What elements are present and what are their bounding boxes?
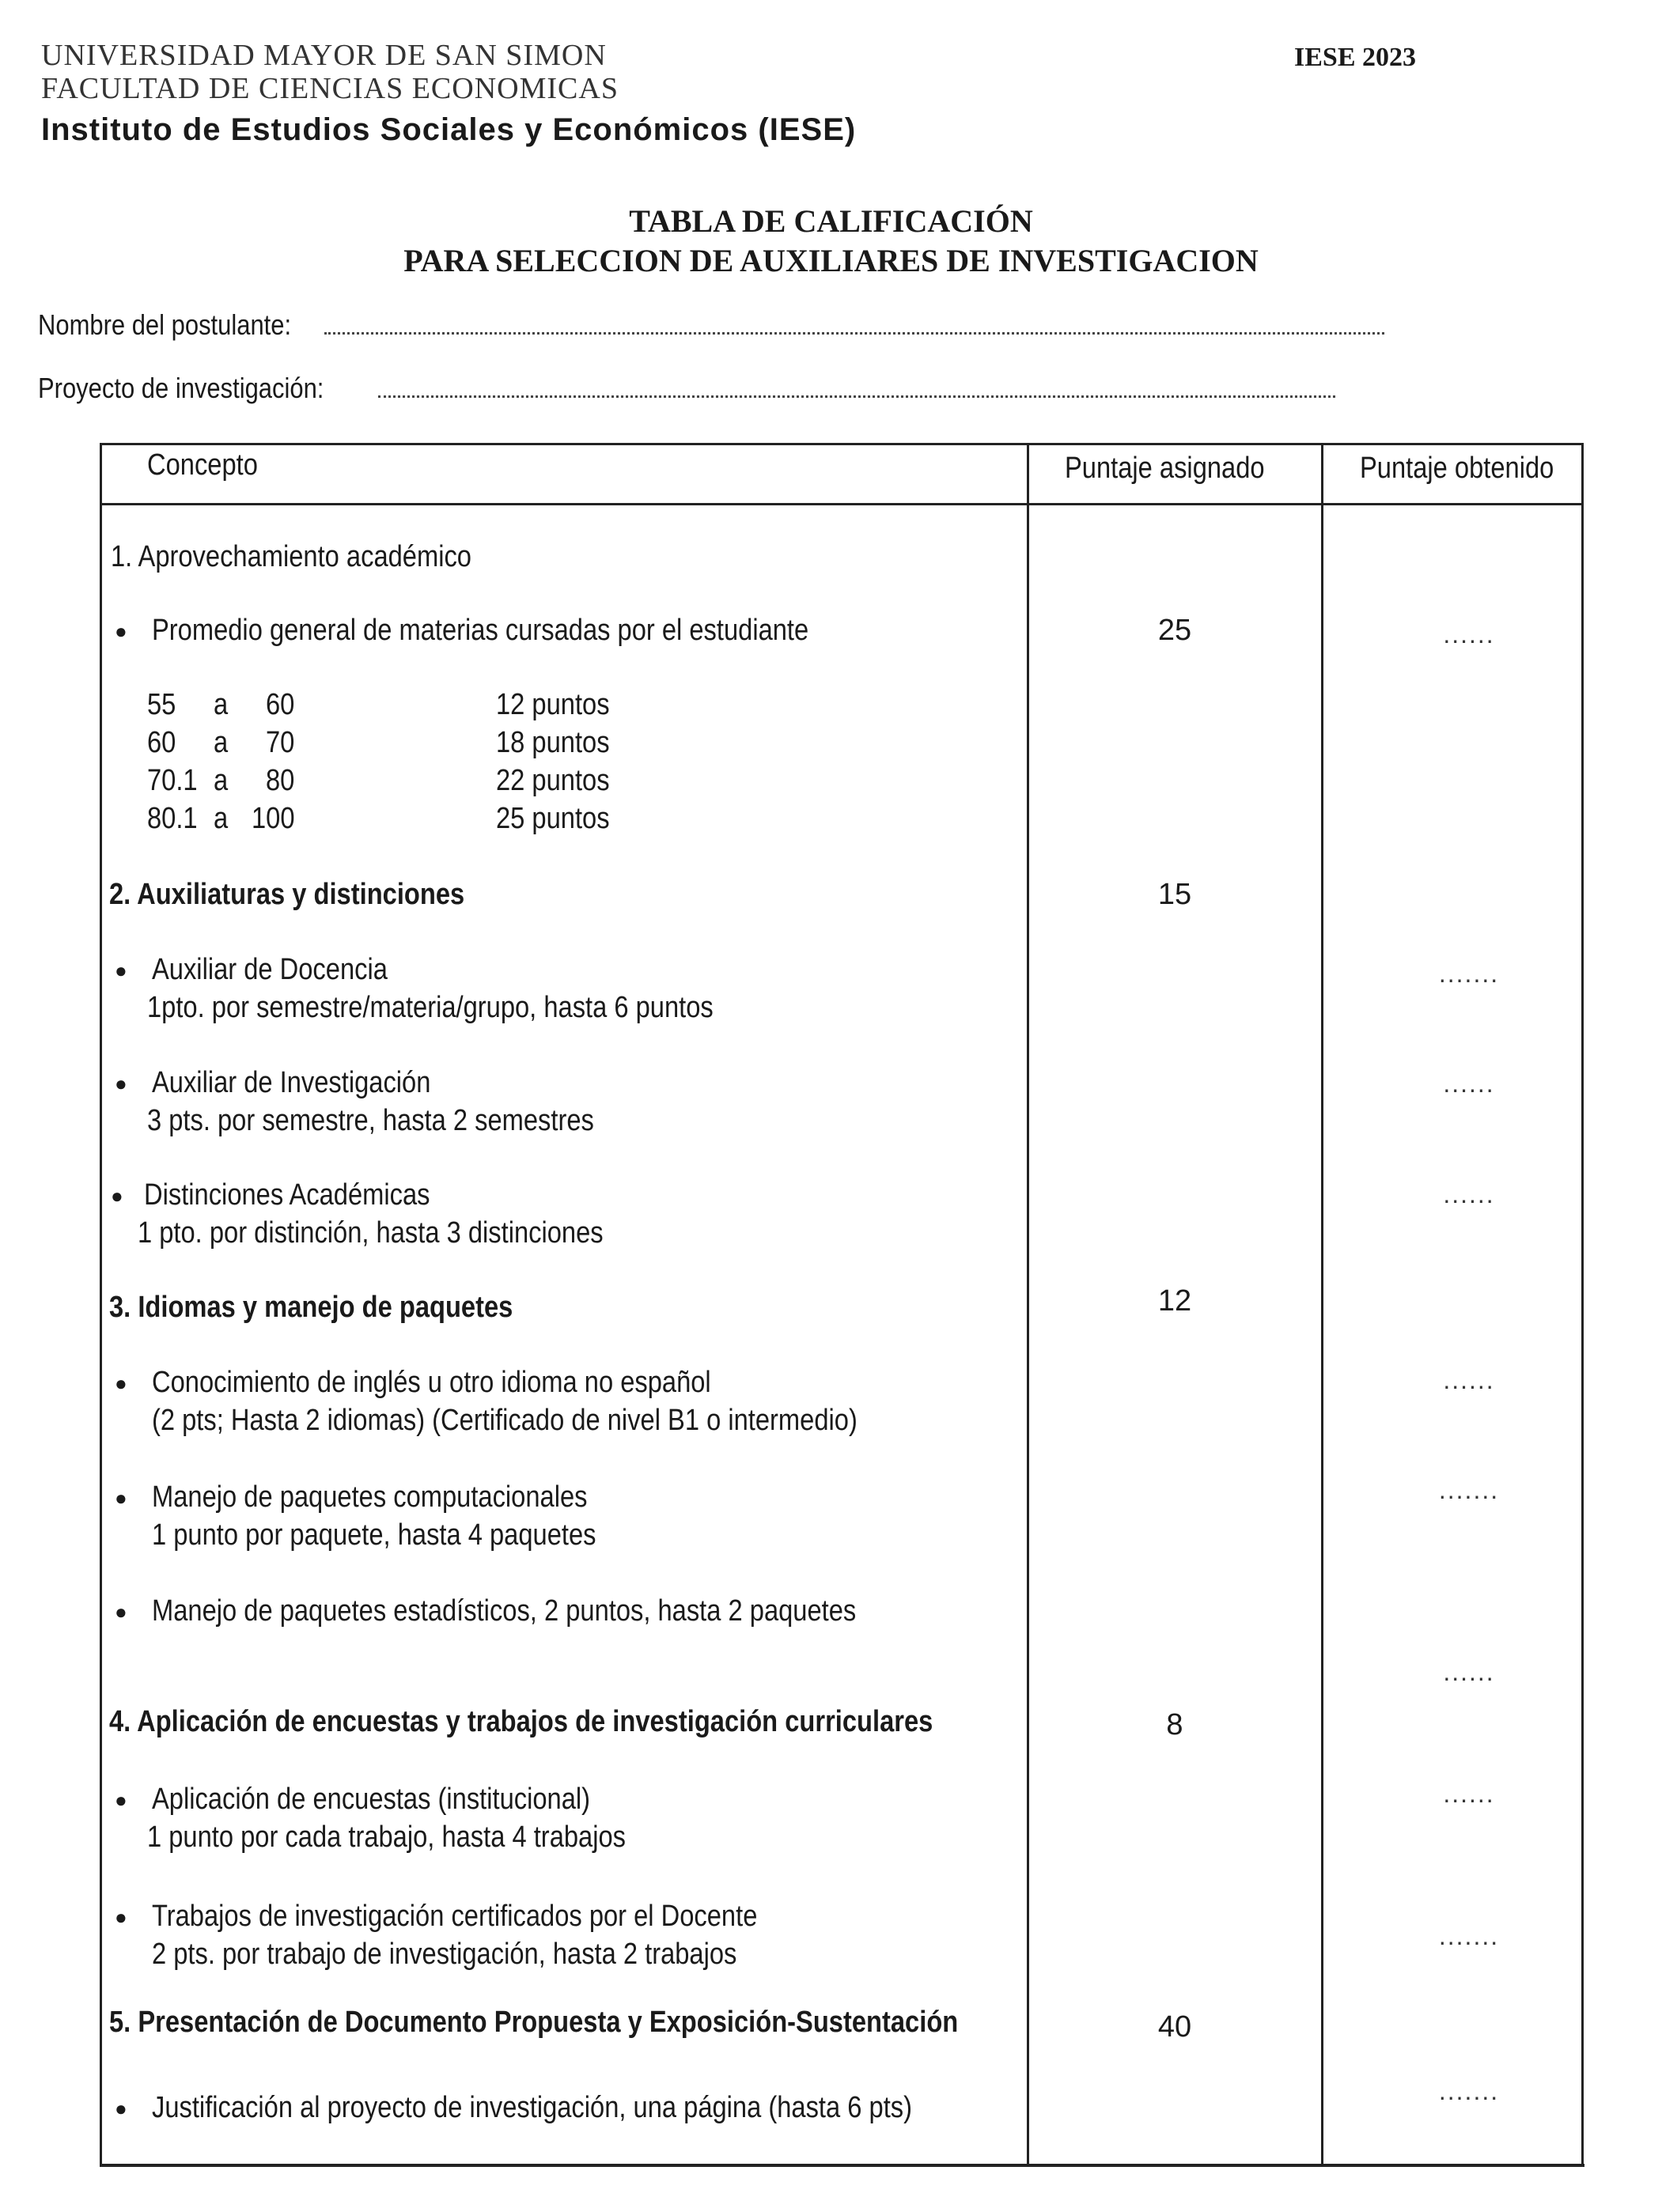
item-paquetes-computacionales-detail: 1 punto por paquete, hasta 4 paquetes [152, 1518, 596, 1552]
points-section-2: 15 [1157, 878, 1192, 911]
header-concept: Concepto [147, 448, 258, 482]
table-border-right [1581, 443, 1584, 2167]
points-section-3: 12 [1157, 1284, 1192, 1318]
applicant-name-label: Nombre del postulante: [38, 308, 292, 341]
item-trabajos: Trabajos de investigación certificados por el Docente [152, 1900, 758, 1933]
range-points: 18 puntos [496, 726, 610, 759]
score-input-distinciones[interactable]: ...... [1443, 1180, 1495, 1208]
section-3-title: 3. Idiomas y manejo de paquetes [109, 1291, 513, 1324]
bullet-icon: ● [115, 2097, 127, 2120]
section-4-title: 4. Aplicación de encuestas y trabajos de investigación curriculares [109, 1705, 933, 1738]
points-section-5: 40 [1157, 2010, 1192, 2044]
range-to: 70 [266, 726, 295, 759]
header-obtained: Puntaje obtenido [1360, 452, 1554, 485]
bullet-icon: ● [115, 1601, 127, 1624]
project-label: Proyecto de investigación: [38, 372, 324, 404]
institute-name: Instituto de Estudios Sociales y Económicos (IESE) [41, 112, 857, 147]
column-divider-2 [1321, 443, 1323, 2167]
project-field[interactable] [378, 395, 1335, 398]
bullet-icon: ● [115, 1789, 127, 1812]
range-sep: a [214, 764, 229, 797]
score-input-justificacion[interactable]: ....... [1438, 2077, 1500, 2105]
section-2-title: 2. Auxiliaturas y distinciones [109, 878, 465, 911]
bullet-icon: ● [115, 1372, 127, 1395]
item-distinciones-detail: 1 pto. por distinción, hasta 3 distinciones [138, 1216, 604, 1250]
year-tag: IESE 2023 [1294, 43, 1416, 72]
document-title-line1: TABLA DE CALIFICACIÓN [629, 203, 1033, 239]
document-title-line2: PARA SELECCION DE AUXILIARES DE INVESTIGACION [403, 243, 1259, 278]
score-input-paquetes-estadisticos[interactable]: ...... [1443, 1658, 1495, 1686]
score-input-auxiliar-docencia[interactable]: ....... [1438, 959, 1500, 988]
item-justificacion: Justificación al proyecto de investigación, una página (hasta 6 pts) [152, 2091, 912, 2124]
range-from: 70.1 [147, 764, 198, 797]
faculty-name: FACULTAD DE CIENCIAS ECONOMICAS [41, 72, 619, 105]
range-sep: a [214, 726, 229, 759]
item-paquetes-computacionales: Manejo de paquetes computacionales [152, 1480, 588, 1514]
university-name: UNIVERSIDAD MAYOR DE SAN SIMON [41, 39, 607, 72]
item-idioma: Conocimiento de inglés u otro idioma no español [152, 1366, 711, 1399]
table-border-bottom [100, 2164, 1584, 2167]
range-points: 22 puntos [496, 764, 610, 797]
section-1-title: 1. Aprovechamiento académico [111, 540, 471, 573]
header-divider [100, 503, 1582, 505]
table-border-left [100, 443, 102, 2167]
item-distinciones: Distinciones Académicas [144, 1178, 430, 1212]
points-section-4: 8 [1166, 1708, 1183, 1741]
bullet-icon: ● [115, 959, 127, 982]
bullet-icon: ● [115, 620, 127, 643]
item-paquetes-estadisticos: Manejo de paquetes estadísticos, 2 puntos, hasta 2 paquetes [152, 1594, 857, 1628]
item-trabajos-detail: 2 pts. por trabajo de investigación, hasta 2 trabajos [152, 1938, 737, 1971]
range-from: 80.1 [147, 802, 198, 835]
range-to: 80 [266, 764, 295, 797]
applicant-name-field[interactable] [324, 332, 1384, 335]
bullet-icon: ● [115, 1072, 127, 1095]
range-from: 55 [147, 688, 176, 721]
score-input-trabajos[interactable]: ....... [1438, 1922, 1500, 1950]
points-section-1: 25 [1157, 614, 1192, 647]
score-input-idioma[interactable]: ...... [1443, 1366, 1495, 1394]
bullet-icon: ● [115, 1487, 127, 1510]
item-encuestas: Aplicación de encuestas (institucional) [152, 1783, 591, 1816]
item-encuestas-detail: 1 punto por cada trabajo, hasta 4 trabajos [147, 1821, 626, 1854]
range-sep: a [214, 688, 229, 721]
score-input-auxiliar-investigacion[interactable]: ...... [1443, 1069, 1495, 1098]
header-assigned: Puntaje asignado [1065, 452, 1265, 485]
item-promedio: Promedio general de materias cursadas por el estudiante [152, 614, 809, 647]
item-idioma-detail: (2 pts; Hasta 2 idiomas) (Certificado de nivel B1 o intermedio) [152, 1404, 858, 1437]
item-auxiliar-investigacion: Auxiliar de Investigación [152, 1066, 431, 1099]
range-to: 60 [266, 688, 295, 721]
range-to: 100 [252, 802, 295, 835]
score-input-promedio[interactable]: ...... [1443, 620, 1495, 648]
range-from: 60 [147, 726, 176, 759]
score-input-encuestas[interactable]: ...... [1443, 1779, 1495, 1808]
item-auxiliar-docencia: Auxiliar de Docencia [152, 953, 388, 986]
item-auxiliar-investigacion-detail: 3 pts. por semestre, hasta 2 semestres [147, 1104, 594, 1137]
bullet-icon: ● [115, 1906, 127, 1929]
range-sep: a [214, 802, 229, 835]
range-points: 12 puntos [496, 688, 610, 721]
section-5-title: 5. Presentación de Documento Propuesta y Exposición-Sustentación [109, 2006, 959, 2039]
item-auxiliar-docencia-detail: 1pto. por semestre/materia/grupo, hasta 6 puntos [147, 991, 714, 1024]
score-input-paquetes-computacionales[interactable]: ....... [1438, 1476, 1500, 1504]
range-points: 25 puntos [496, 802, 610, 835]
table-border-top [100, 443, 1582, 445]
bullet-icon: ● [111, 1185, 123, 1208]
